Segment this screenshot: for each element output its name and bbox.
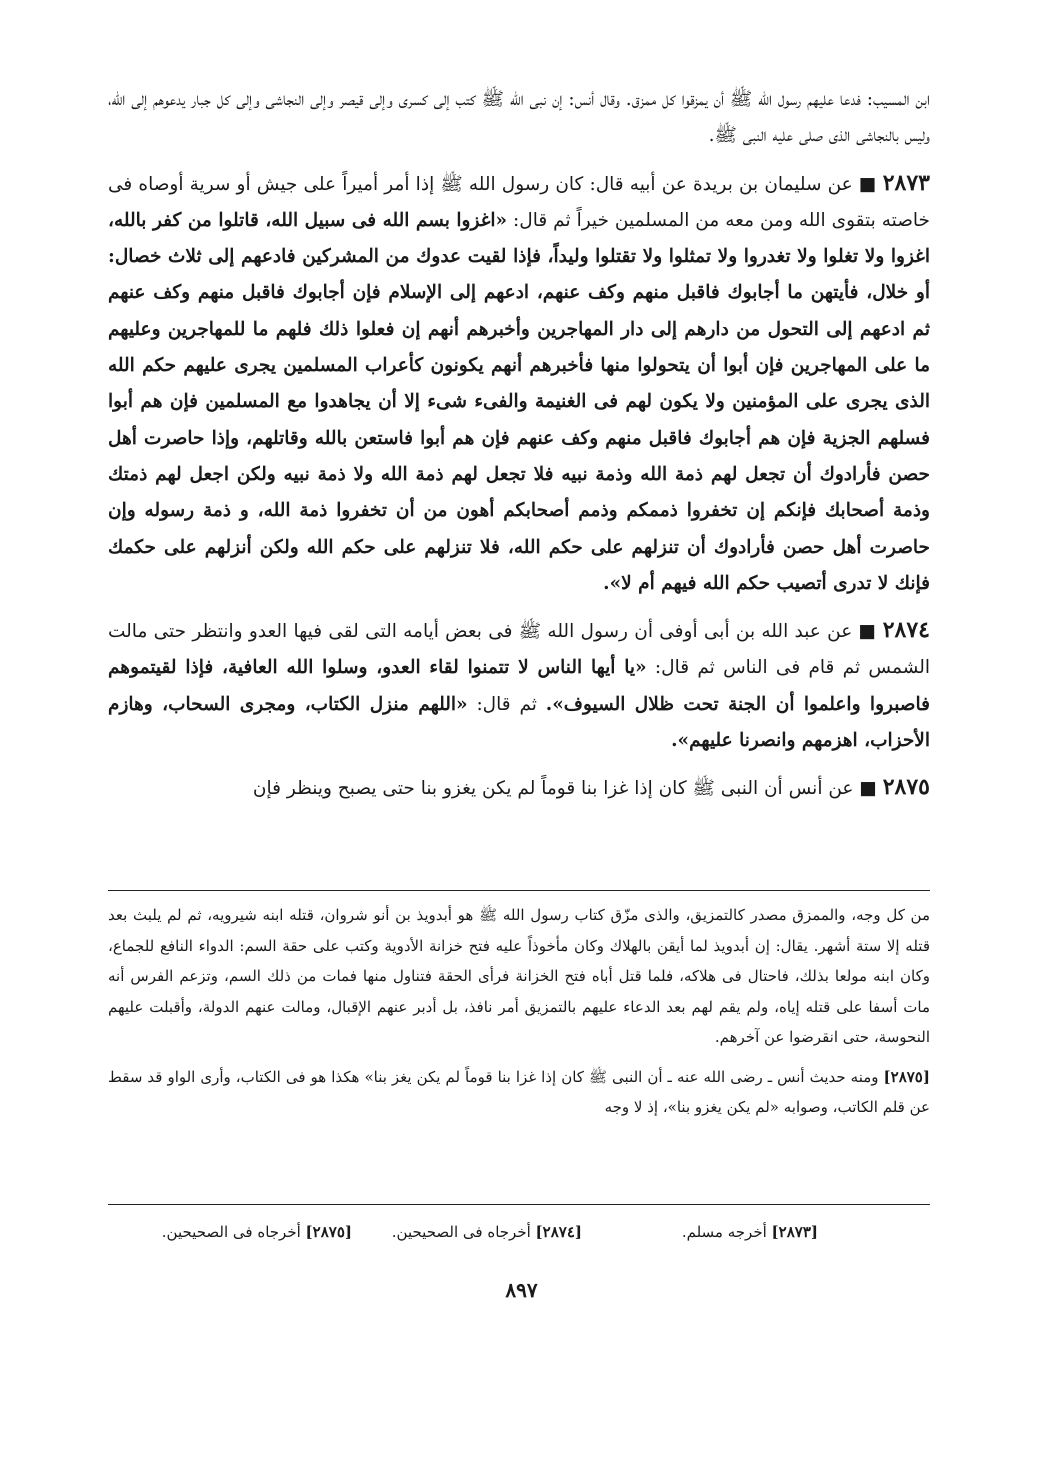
hadith-marker: ■ [852, 621, 877, 643]
hadith-quote: «يا أيها الناس لا تتمنوا لقاء العدو، وسلوا الله العافية، فإذا لقيتموهم فاصبروا واعلموا أن الجنة تحت ظلال السيوف». [108, 657, 930, 715]
reference-tag: [٢٨٧٣] [771, 1223, 818, 1241]
hadith-2873 [108, 165, 930, 603]
reference-text: أخرجه مسلم. [681, 1223, 767, 1241]
hadith-mid: ثم قال: [476, 693, 537, 715]
note-paragraph: من كل وجه، والممزق مصدر كالتمزيق، والذى مزّق كتاب رسول الله ﷺ هو أبدويذ بن أنو شروان، قتله ابنه شيرويه، ثم لم يلبث بعد قتله إلا ستة أشهر. يقال: إن أبدويذ لما أيقن بالهلاك وكان مأخوذاً عليه فتح خزانة الأدوية وكتب على حقة السم: الدواء النافع للجماع، وكان ابنه مولعا بذلك، فاحتال فى هلاكه، فلما قتل أباه فتح الخزانة فرأى الحقة فتناول منها فمات من ذلك السم، وتزعم الفرس أنه مات أسفا على قتله إياه، ولم يقم لهم بعد الدعاء عليهم بالتمزيق أمر نافذ، بل أدبر عنهم الإقبال، ومالت عنهم الدولة، وأقبلت عليهم النحوسة، حتى انقرضوا عن آخرهم. [108, 906, 930, 1046]
hadith-2875 [108, 769, 930, 807]
references-divider [108, 1204, 930, 1205]
hadith-2874 [108, 612, 930, 759]
source-references [108, 1223, 930, 1253]
hadith-number: ٢٨٧٣ [882, 169, 930, 196]
reference-tag: [٢٨٧٥] [305, 1223, 352, 1241]
note-tag: [٢٨٧٥] [883, 1067, 930, 1086]
hadith-number: ٢٨٧٤ [882, 617, 930, 644]
hadith-intro: عن عبد الله بن أبى أوفى أن رسول الله ﷺ فى بعض أيامه التى لقى فيها العدو وانتظر حتى مالت الشمس ثم قام فى الناس ثم قال: [108, 621, 930, 679]
page-number: ٨٩٧ [505, 1278, 538, 1302]
note-text: ومنه حديث أنس ـ رضى الله عنه ـ أن النبى ﷺ كان إذا غزا بنا قوماً لم يكن يغز بنا» هكذا هو فى الكتاب، وأرى الواو قد سقط عن قلم الكاتب، وصوابه «لم يكن يغزو بنا»، إذ لا وجه [108, 1067, 930, 1116]
main-text [108, 82, 930, 808]
commentary-notes [108, 900, 930, 1123]
footnote-divider [108, 890, 930, 891]
reference-item [162, 1223, 352, 1241]
hadith-intro: عن سليمان بن بريدة عن أبيه قال: كان رسول الله ﷺ إذا أمر أميراً على جيش أو سرية أوصاه فى خاصته بتقوى الله ومن معه من المسلمين خيراً ثم قال: [108, 173, 930, 231]
reference-item [392, 1223, 582, 1241]
hadith-marker: ■ [852, 173, 877, 195]
hadith-quote: «اغزوا بسم الله فى سبيل الله، قاتلوا من كفر بالله، اغزوا ولا تغلوا ولا تغدروا ولا تمثلوا ولا تقتلوا وليداً، فإذا لقيت عدوك من المشركين فادعهم إلى ثلاث خصال: أو خلال، فأيتهن ما أجابوك فاقبل منهم وكف عنهم، ادعهم إلى الإسلام فإن أجابوك فاقبل منهم وكف عنهم ثم ادعهم إلى التحول من دارهم إلى دار المهاجرين وأخبرهم أنهم إن فعلوا ذلك فلهم ما للمهاجرين وعليهم ما على المهاجرين فإن أبوا أن يتحولوا منها فأخبرهم أنهم يكونون كأعراب المسلمين يجرى عليهم حكم الله الذى يجرى على المؤمنين ولا يكون لهم فى الغنيمة والفىء شىء إلا أن يجاهدوا مع المسلمين فإن هم أبوا فسلهم الجزية فإن هم أجابوك فاقبل منهم وكف عنهم فإن هم أبوا فاستعن بالله وقاتلهم، وإذا حاصرت أهل حصن فأرادوك أن تجعل لهم ذمة الله وذمة نبيه فلا تجعل لهم ذمة الله ولا ذمة نبيه ولكن اجعل لهم ذمتك وذمة أصحابك فإنكم إن تخفروا ذممكم وذمم أصحابكم أهون من أن تخفروا ذمة الله، و ذمة رسوله وإن حاصرت أهل حصن فأرادوك أن تنزلهم على حكم الله، فلا تنزلهم على حكم الله ولكن أنزلهم على حكمك فإنك لا تدرى أتصيب حكم الله فيهم أم لا». [108, 209, 930, 594]
reference-item [682, 1223, 818, 1241]
hadith-quote: «اللهم منزل الكتاب، ومجرى السحاب، وهازم الأحزاب، اهزمهم وانصرنا عليهم». [108, 693, 930, 752]
note-paragraph [108, 1062, 930, 1123]
hadith-number: ٢٨٧٥ [882, 774, 930, 801]
hadith-marker: ■ [853, 778, 877, 800]
hadith-text: عن أنس أن النبى ﷺ كان إذا غزا بنا قوماً لم يكن يغزو بنا حتى يصبح وينظر فإن [252, 778, 854, 800]
paragraph-continuation: ابن المسيب: فدعا عليهم رسول الله ﷺ أن يمزقوا كل ممزق. وقال أنس: إن نبى الله ﷺ كتب إلى كسرى وإلى قيصر وإلى النجاشى وإلى كل جبار يدعوهم إلى الله، وليس بالنجاشى الذى صلى عليه النبى ﷺ. [108, 89, 930, 147]
reference-text: أخرجاه فى الصحيحين. [161, 1223, 301, 1241]
reference-tag: [٢٨٧٤] [535, 1223, 582, 1241]
reference-text: أخرجاه فى الصحيحين. [391, 1223, 531, 1241]
